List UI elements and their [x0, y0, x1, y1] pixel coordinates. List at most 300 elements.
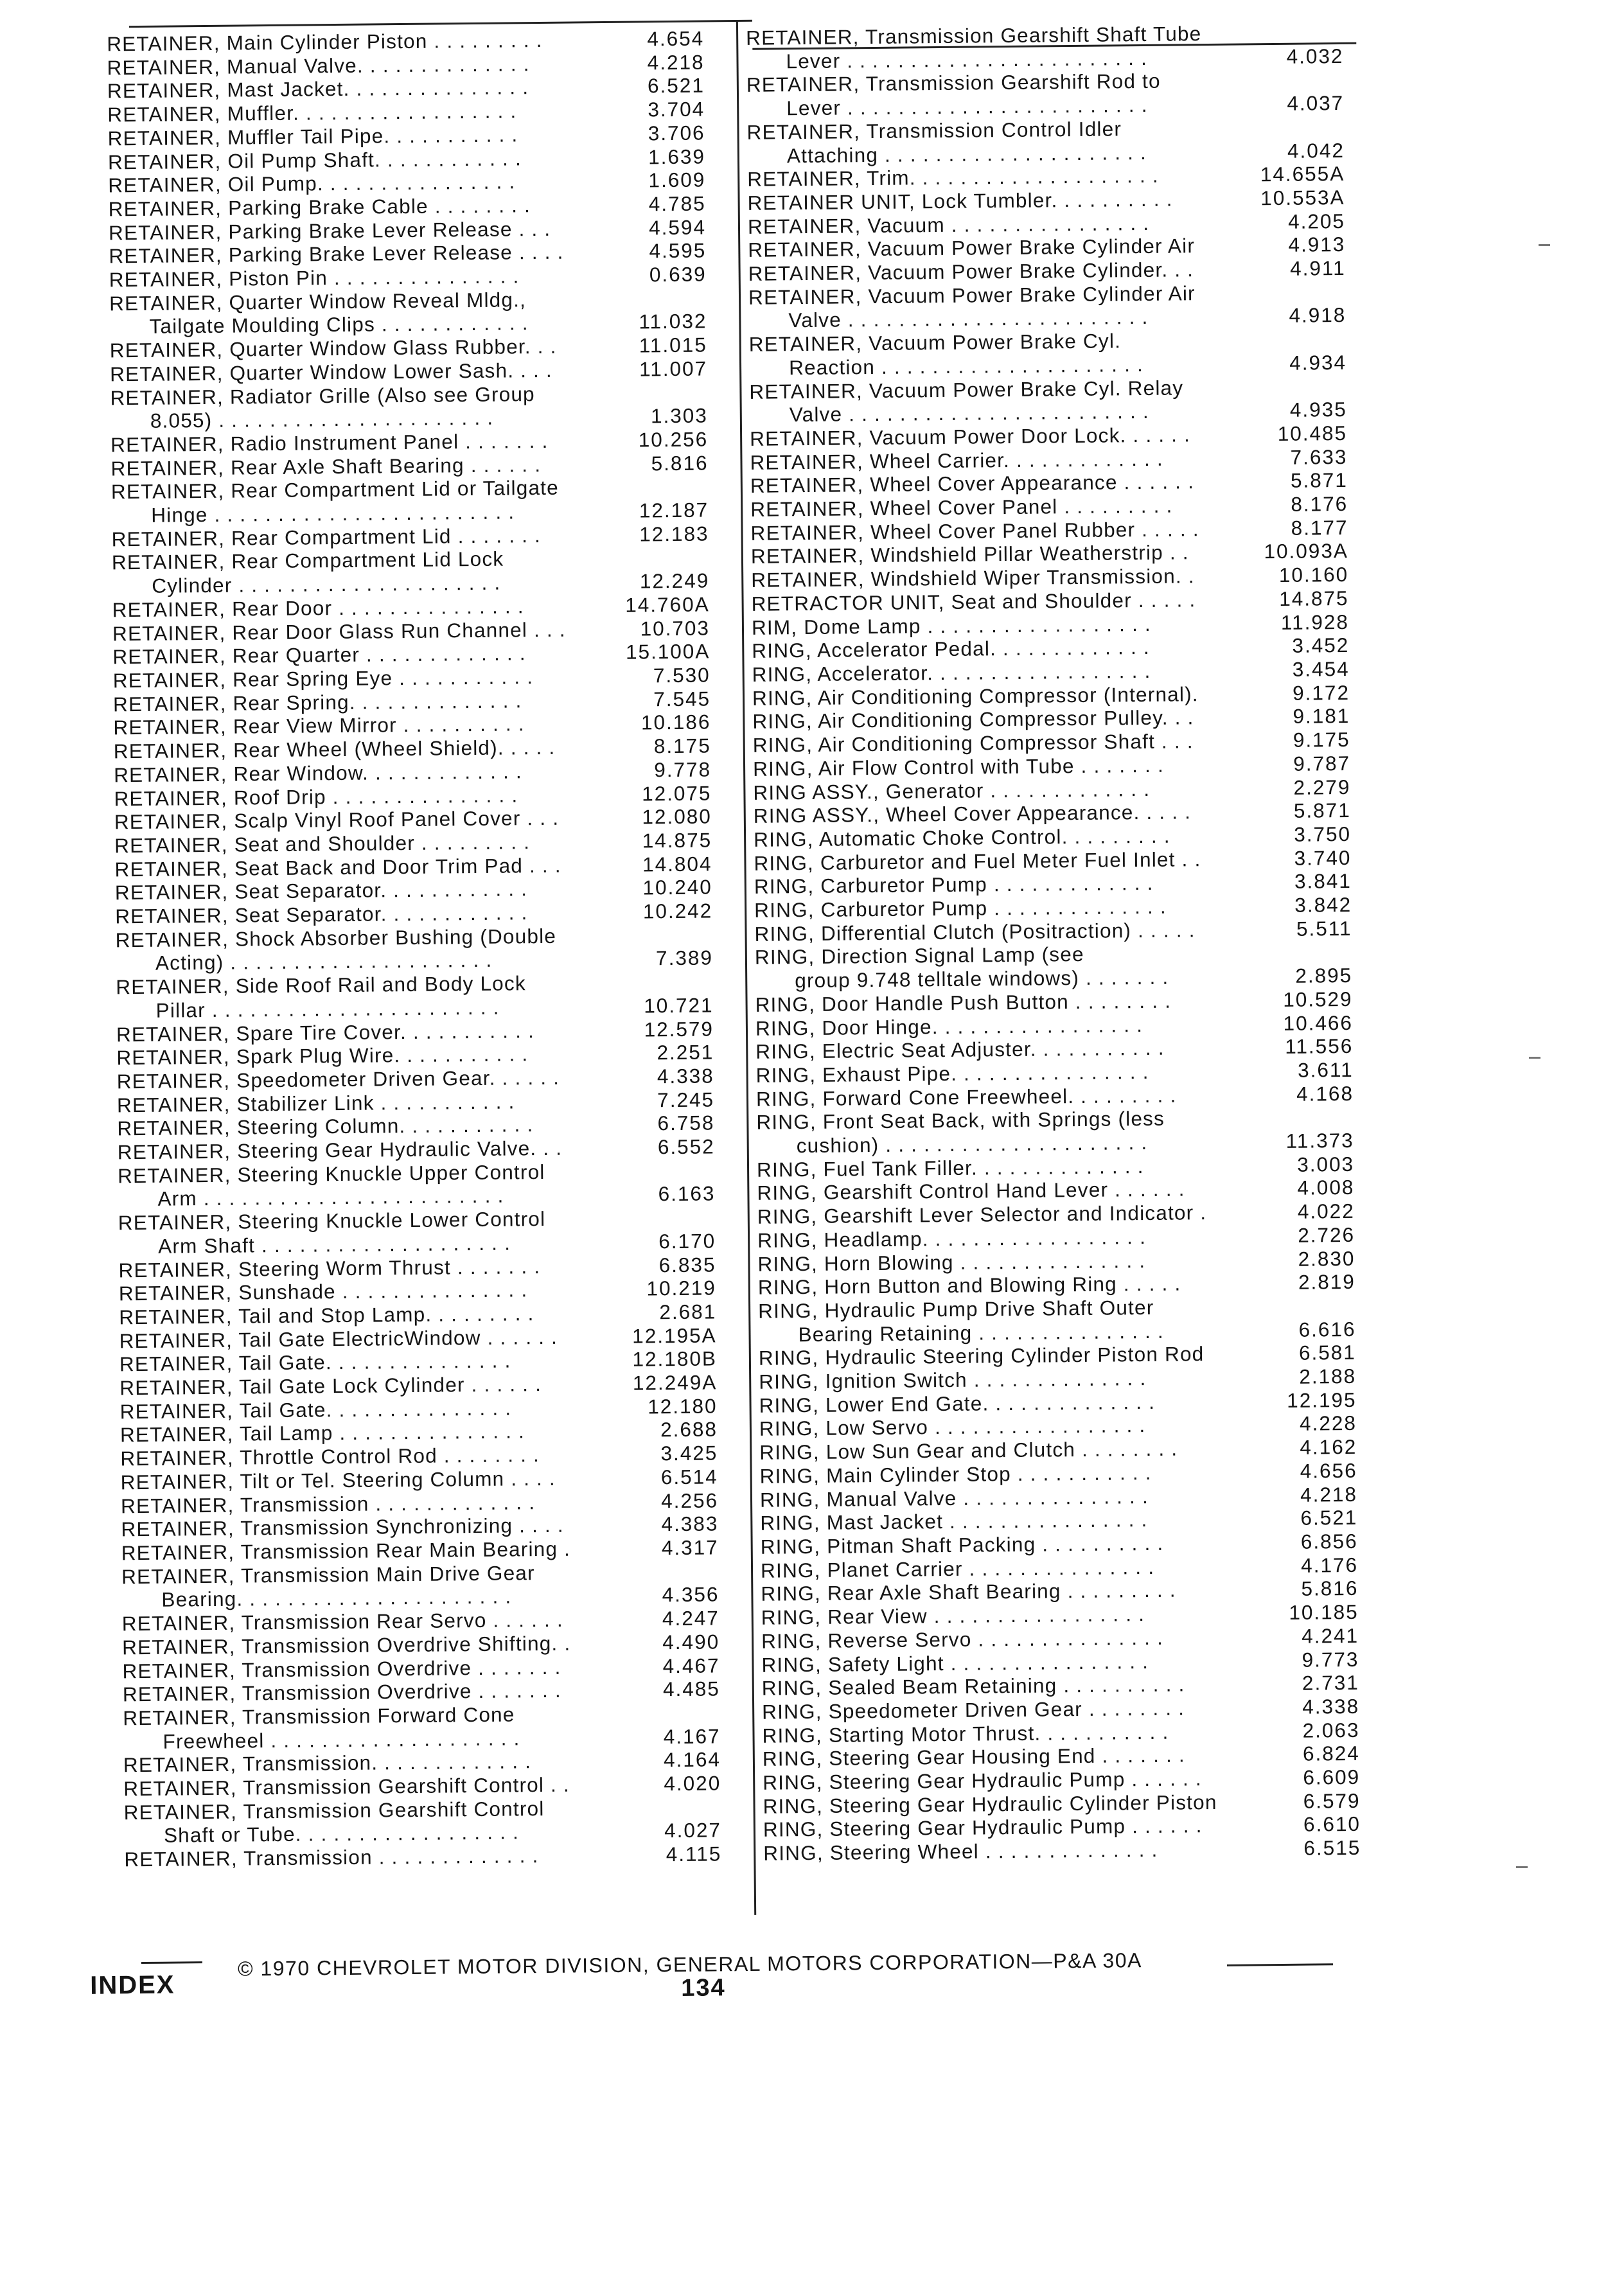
index-entry	[121, 1559, 719, 1612]
index-entry	[116, 970, 714, 1023]
entry-label: RING, Door Hinge. . . . . . . . . . . . . . . . .	[755, 1012, 1143, 1040]
entry-label-continuation: Bearing. . . . . . . . . . . . . . . . . . . . . .	[161, 1584, 512, 1612]
entry-label: RETAINER, Vacuum Power Brake Cylinder Air	[748, 234, 1196, 262]
entry-reference-number: 3.611	[1297, 1057, 1354, 1082]
entry-reference-number: 12.183	[639, 522, 709, 546]
footer-rule-right	[1227, 1963, 1333, 1966]
entry-label-continuation: Attaching . . . . . . . . . . . . . . . . . . . . .	[786, 140, 1147, 167]
entry-reference-number: 5.511	[1296, 916, 1352, 940]
entry-label: RETAINER, Side Roof Rail and Body Lock	[116, 971, 526, 999]
entry-reference-number: 11.928	[1280, 610, 1350, 634]
entry-label: RING, Main Cylinder Stop . . . . . . . . . . .	[759, 1460, 1152, 1488]
entry-reference-number: 2.681	[659, 1300, 717, 1324]
entry-reference-number: 12.249A	[632, 1370, 718, 1395]
entry-label: RETAINER, Rear Quarter . . . . . . . . . . . . .	[112, 641, 526, 669]
entry-label: RETAINER, Tail Gate. . . . . . . . . . . . . . .	[119, 1396, 512, 1424]
index-entry	[124, 1842, 721, 1872]
entry-reference-number: 8.177	[1291, 515, 1348, 540]
entry-label: RING ASSY., Generator . . . . . . . . . . . . .	[753, 777, 1151, 804]
entry-label: RETAINER, Transmission. . . . . . . . . . . . .	[123, 1749, 532, 1777]
footer-rule-left	[141, 1961, 202, 1964]
entry-label-continuation: cushion) . . . . . . . . . . . . . . . . . . . . .	[796, 1131, 1148, 1158]
entry-reference-number: 11.032	[639, 309, 707, 333]
entry-reference-number: 14.804	[642, 852, 712, 876]
entry-label: RING, Rear View . . . . . . . . . . . . . . . . .	[761, 1602, 1145, 1629]
entry-reference-number: 4.022	[1297, 1199, 1355, 1223]
entry-label: RING, Exhaust Pipe. . . . . . . . . . . . . . . .	[755, 1059, 1149, 1087]
entry-reference-number: 4.785	[648, 191, 706, 216]
entry-label: RING, Sealed Beam Retaining . . . . . . . . . .	[761, 1672, 1185, 1700]
entry-label: RETAINER, Vacuum Power Brake Cyl.	[748, 329, 1122, 357]
entry-reference-number: 1.639	[648, 145, 706, 168]
entry-label: RETAINER, Seat Separator. . . . . . . . . . . .	[114, 877, 528, 905]
left-index-column	[107, 27, 721, 1872]
entry-reference-number: 14.760A	[625, 592, 710, 617]
entry-reference-number: 6.835	[658, 1252, 716, 1276]
entry-label: RETAINER, Wheel Carrier. . . . . . . . . . . . .	[750, 446, 1164, 474]
entry-label: RETAINER, Tail and Stop Lamp. . . . . . . . .	[119, 1302, 534, 1329]
entry-reference-number: 6.579	[1303, 1788, 1361, 1813]
entry-reference-number: 6.163	[658, 1181, 716, 1206]
entry-label: RING, Rear Axle Shaft Bearing . . . . . . . . .	[761, 1578, 1176, 1606]
entry-label: RETAINER, Steering Gear Hydraulic Valve. . .	[117, 1136, 563, 1164]
index-entry	[109, 286, 707, 339]
entry-label: RETAINER, Quarter Window Reveal Mldg.,	[109, 287, 527, 315]
entry-label: RETAINER, Muffler. . . . . . . . . . . . . . . . . .	[107, 99, 517, 127]
entry-reference-number: 7.633	[1290, 445, 1348, 469]
margin-mark	[1529, 1057, 1540, 1059]
entry-reference-number: 10.219	[646, 1276, 717, 1300]
entry-reference-number: 4.168	[1296, 1081, 1354, 1106]
entry-reference-number: 12.195	[1287, 1388, 1357, 1412]
entry-label: RETAINER, Parking Brake Lever Release . . . .	[109, 240, 564, 268]
index-entry	[123, 1700, 721, 1753]
entry-label: RING, Air Conditioning Compressor Pulley. . .	[752, 705, 1194, 734]
entry-label: RING, Manual Valve . . . . . . . . . . . . . . .	[759, 1484, 1149, 1512]
entry-reference-number: 15.100A	[625, 639, 710, 664]
entry-reference-number: 7.545	[653, 687, 711, 711]
entry-reference-number: 4.115	[666, 1842, 722, 1866]
entry-reference-number: 3.003	[1297, 1152, 1355, 1176]
entry-label: RETAINER, Tilt or Tel. Steering Column . . . .	[120, 1466, 556, 1494]
entry-label: RING, Reverse Servo . . . . . . . . . . . . . . .	[761, 1625, 1164, 1653]
entry-reference-number: 4.176	[1301, 1553, 1359, 1577]
entry-label: RETAINER, Seat Back and Door Trim Pad . . .	[114, 853, 561, 881]
index-entry	[746, 67, 1345, 120]
entry-label: RING, Accelerator. . . . . . . . . . . . . . . . . .	[752, 658, 1151, 686]
entry-reference-number: 6.824	[1302, 1742, 1361, 1766]
index-entry	[110, 380, 708, 433]
entry-label: RETAINER, Sunshade . . . . . . . . . . . . . . .	[118, 1278, 528, 1305]
entry-reference-number: 2.188	[1299, 1364, 1357, 1388]
entry-reference-number: 10.240	[642, 875, 713, 899]
entry-reference-number: 6.521	[1300, 1506, 1358, 1530]
entry-label: RETAINER, Transmission Forward Cone	[123, 1702, 515, 1730]
entry-reference-number: 10.466	[1283, 1011, 1354, 1035]
entry-label: RETAINER, Radio Instrument Panel . . . . . . .	[110, 428, 549, 457]
entry-reference-number: 4.167	[663, 1724, 721, 1748]
index-entry	[112, 545, 710, 598]
entry-label: RETAINER, Roof Drip . . . . . . . . . . . . . . .	[114, 782, 518, 810]
entry-reference-number: 5.816	[651, 451, 709, 475]
entry-label: RETAINER, Rear Compartment Lid . . . . . . .	[111, 523, 542, 551]
entry-reference-number: 3.842	[1294, 892, 1352, 917]
entry-reference-number: 5.871	[1290, 468, 1348, 493]
entry-reference-number: 12.075	[641, 781, 712, 805]
entry-label: RING, Gearshift Lever Selector and Indicator .	[757, 1201, 1207, 1228]
entry-reference-number: 12.187	[639, 498, 709, 522]
entry-label: RING, Carburetor and Fuel Meter Fuel Inlet . .	[754, 847, 1201, 875]
index-entry	[748, 280, 1346, 333]
entry-label: RETAINER, Spark Plug Wire. . . . . . . . . . .	[116, 1042, 529, 1070]
entry-label: RETAINER, Wheel Cover Appearance . . . . . .	[750, 470, 1195, 498]
entry-label-continuation: Arm Shaft . . . . . . . . . . . . . . . . . . . .	[158, 1231, 511, 1258]
entry-label: RING, Accelerator Pedal. . . . . . . . . . . . .	[752, 635, 1151, 663]
entry-label: RING, Door Handle Push Button . . . . . . . .	[755, 989, 1172, 1016]
entry-label: RING, Electric Seat Adjuster. . . . . . . . . . .	[755, 1036, 1165, 1064]
entry-reference-number: 8.175	[653, 734, 711, 758]
entry-label: RETAINER, Tail Lamp . . . . . . . . . . . . . . .	[119, 1419, 525, 1447]
entry-reference-number: 4.037	[1287, 91, 1345, 115]
entry-reference-number: 0.639	[649, 262, 707, 287]
entry-label: RETAINER, Transmission Control Idler	[746, 117, 1122, 144]
entry-label: RING, Air Conditioning Compressor Shaft . . .	[752, 729, 1194, 757]
entry-reference-number: 2.895	[1295, 964, 1353, 987]
entry-reference-number: 9.778	[654, 757, 712, 782]
index-entry	[755, 940, 1353, 993]
entry-reference-number: 12.195A	[632, 1323, 717, 1348]
entry-reference-number: 6.170	[658, 1229, 716, 1253]
entry-reference-number: 4.218	[1300, 1482, 1358, 1506]
entry-label: RETAINER, Transmission . . . . . . . . . . . . .	[120, 1490, 536, 1517]
entry-reference-number: 10.256	[638, 427, 709, 452]
entry-reference-number: 10.093A	[1264, 539, 1349, 563]
index-entry	[749, 327, 1347, 380]
entry-label: RING, Horn Button and Blowing Ring . . . . .	[757, 1271, 1181, 1300]
entry-reference-number: 4.594	[648, 215, 707, 239]
entry-label: RING, Carburetor Pump . . . . . . . . . . . . . .	[754, 894, 1167, 922]
entry-reference-number: 4.485	[662, 1677, 720, 1701]
page-number: 134	[681, 1974, 726, 2002]
entry-reference-number: 3.740	[1294, 845, 1352, 870]
entry-label: RETAINER, Rear Window. . . . . . . . . . . . .	[113, 759, 523, 787]
entry-reference-number: 8.176	[1291, 491, 1348, 516]
entry-reference-number: 2.830	[1298, 1246, 1355, 1271]
entry-reference-number: 4.595	[649, 238, 707, 263]
entry-label-continuation: Reaction . . . . . . . . . . . . . . . . . . . . .	[788, 352, 1144, 380]
entry-label: RING, Low Sun Gear and Clutch . . . . . . . .	[759, 1436, 1178, 1464]
entry-label: RING, Ignition Switch . . . . . . . . . . . . . .	[759, 1366, 1147, 1393]
index-entry	[749, 374, 1347, 427]
entry-reference-number: 9.773	[1302, 1647, 1359, 1672]
entry-reference-number: 14.875	[1279, 586, 1349, 610]
entry-reference-number: 10.703	[640, 616, 710, 640]
entry-label-continuation: Cylinder . . . . . . . . . . . . . . . . . . . . .	[152, 570, 501, 597]
entry-label: RIM, Dome Lamp . . . . . . . . . . . . . . . . . .	[751, 612, 1152, 639]
entry-reference-number: 6.610	[1303, 1812, 1361, 1837]
entry-reference-number: 6.581	[1298, 1341, 1357, 1365]
entry-label: RETAINER, Rear Compartment Lid or Tailgate	[110, 476, 560, 504]
entry-reference-number: 10.242	[642, 899, 713, 923]
entry-reference-number: 4.020	[664, 1771, 721, 1796]
entry-label: RETAINER, Transmission Rear Main Bearing .	[121, 1537, 571, 1565]
entry-reference-number: 2.063	[1302, 1718, 1360, 1742]
margin-mark	[1516, 1866, 1528, 1868]
entry-label: RETAINER, Rear Axle Shaft Bearing . . . . . .	[110, 452, 542, 481]
entry-reference-number: 2.726	[1298, 1223, 1355, 1247]
entry-label: RING, Direction Signal Lamp (see	[754, 942, 1084, 969]
entry-label: RETAINER, Rear Wheel (Wheel Shield). . . . .	[113, 735, 556, 763]
entry-reference-number: 6.515	[1303, 1835, 1361, 1860]
entry-reference-number: 4.935	[1289, 398, 1347, 422]
entry-label: RETAINER, Quarter Window Lower Sash. . . .	[109, 358, 553, 386]
entry-reference-number: 3.704	[648, 97, 705, 121]
entry-label: RING, Horn Blowing . . . . . . . . . . . . . . .	[757, 1248, 1146, 1276]
entry-label: RING, Differential Clutch (Positraction) . . . . .	[754, 917, 1196, 946]
entry-reference-number: 1.303	[650, 403, 708, 428]
index-entry	[123, 1795, 721, 1848]
entry-reference-number: 4.164	[663, 1747, 721, 1772]
entry-label: RING, Front Seat Back, with Springs (less	[756, 1107, 1165, 1134]
entry-reference-number: 4.654	[647, 26, 705, 51]
entry-reference-number: 10.553A	[1260, 185, 1345, 210]
entry-label: RETAINER, Piston Pin . . . . . . . . . . . . . . .	[109, 264, 520, 292]
entry-label: RETAINER, Parking Brake Cable . . . . . . . .	[108, 193, 531, 221]
entry-reference-number: 6.758	[657, 1111, 715, 1135]
index-entry	[763, 1836, 1361, 1866]
entry-reference-number: 1.609	[648, 168, 706, 192]
entry-label: RETAINER, Transmission Gearshift Control . .	[123, 1772, 570, 1801]
entry-label: RETAINER, Seat Separator. . . . . . . . . . . .	[115, 901, 528, 928]
entry-label: RING, Steering Gear Hydraulic Pump . . . . . .	[763, 1814, 1203, 1842]
entry-reference-number: 4.338	[1302, 1694, 1360, 1718]
entry-reference-number: 4.247	[662, 1606, 719, 1630]
entry-label: RETAINER UNIT, Lock Tumbler. . . . . . . . . .	[747, 187, 1173, 215]
entry-reference-number: 6.856	[1300, 1529, 1358, 1553]
entry-label: RETAINER, Trim. . . . . . . . . . . . . . . . . . . .	[747, 163, 1160, 191]
entry-label: RETAINER, Windshield Pillar Weatherstrip . .	[750, 540, 1189, 569]
entry-label: RETAINER, Oil Pump. . . . . . . . . . . . . . . .	[108, 170, 516, 197]
entry-label-continuation: Pillar . . . . . . . . . . . . . . . . . . . . . . .	[155, 995, 500, 1022]
entry-reference-number: 2.251	[657, 1040, 714, 1064]
entry-label: RETAINER, Windshield Wiper Transmission. .	[751, 564, 1195, 592]
entry-reference-number: 12.080	[642, 804, 712, 829]
entry-label: RETAINER, Steering Knuckle Lower Control	[118, 1207, 546, 1235]
entry-label: RING, Steering Wheel . . . . . . . . . . . . . .	[763, 1837, 1158, 1865]
entry-label: RETAINER, Vacuum Power Brake Cylinder. . .	[748, 258, 1194, 285]
entry-reference-number: 4.162	[1300, 1435, 1357, 1459]
entry-label: RING, Fuel Tank Filler. . . . . . . . . . . . . .	[756, 1154, 1144, 1181]
entry-reference-number: 3.706	[648, 121, 705, 145]
entry-reference-number: 7.389	[655, 946, 714, 970]
entry-label: RETAINER, Rear View Mirror . . . . . . . . . .	[113, 712, 525, 739]
entry-reference-number: 3.841	[1294, 869, 1352, 894]
entry-label: RETAINER, Shock Absorber Bushing (Double	[115, 924, 557, 952]
entry-reference-number: 4.228	[1299, 1411, 1357, 1436]
entry-reference-number: 9.181	[1293, 704, 1350, 728]
entry-label-continuation: Tailgate Moulding Clips . . . . . . . . . . . .	[149, 311, 529, 339]
entry-reference-number: 3.750	[1294, 822, 1352, 846]
entry-label: RETAINER, Parking Brake Lever Release . . .	[108, 216, 551, 245]
entry-reference-number: 6.616	[1298, 1317, 1356, 1341]
entry-label-continuation: Arm . . . . . . . . . . . . . . . . . . . . . . . .	[157, 1184, 504, 1211]
entry-label: RING, Headlamp. . . . . . . . . . . . . . . . . .	[757, 1224, 1147, 1252]
entry-label: RING, Hydraulic Pump Drive Shaft Outer	[758, 1295, 1154, 1323]
entry-reference-number: 9.172	[1292, 680, 1350, 705]
entry-reference-number: 4.467	[662, 1653, 720, 1677]
entry-label: RING, Air Flow Control with Tube . . . . . . .	[752, 753, 1165, 781]
entry-label: RETAINER, Tail Gate. . . . . . . . . . . . . . .	[119, 1348, 511, 1376]
entry-reference-number: 2.819	[1298, 1270, 1355, 1294]
entry-reference-number: 6.514	[660, 1465, 718, 1489]
entry-label: RETAINER, Oil Pump Shaft. . . . . . . . . . . .	[107, 146, 522, 173]
entry-reference-number: 10.160	[1278, 563, 1349, 587]
entry-label-continuation: Hinge . . . . . . . . . . . . . . . . . . . . . . . .	[151, 500, 515, 527]
entry-reference-number: 6.609	[1303, 1765, 1361, 1789]
entry-label: RETAINER, Steering Knuckle Upper Control	[117, 1160, 545, 1188]
entry-reference-number: 11.015	[639, 333, 707, 357]
entry-reference-number: 3.454	[1292, 657, 1350, 681]
entry-reference-number: 4.338	[657, 1064, 714, 1088]
entry-label-continuation: Lever . . . . . . . . . . . . . . . . . . . . . . . .	[786, 46, 1148, 73]
entry-label: RETAINER, Vacuum . . . . . . . . . . . . . . . .	[747, 211, 1150, 238]
index-entry	[118, 1158, 716, 1211]
entry-reference-number: 12.180B	[632, 1346, 718, 1372]
entry-label: RETAINER, Rear Door Glass Run Channel . . .	[112, 617, 566, 645]
entry-label: RETAINER, Main Cylinder Piston . . . . . . . . .	[107, 28, 543, 56]
entry-label: RETAINER, Transmission Main Drive Gear	[121, 1560, 535, 1589]
entry-label: RING, Automatic Choke Control. . . . . . . . .	[753, 824, 1170, 851]
entry-reference-number: 12.579	[644, 1016, 714, 1041]
entry-label: RETAINER, Transmission Overdrive . . . . . . .	[122, 1655, 561, 1682]
entry-label: RING, Gearshift Control Hand Lever . . . . . .	[757, 1177, 1185, 1205]
index-entry	[758, 1294, 1356, 1346]
entry-label: RETAINER, Quarter Window Glass Rubber. . .	[109, 334, 557, 362]
entry-label: RETAINER, Radiator Grille (Also see Group	[110, 382, 535, 409]
entry-label: RETAINER, Transmission Gearshift Control	[123, 1796, 545, 1824]
entry-reference-number: 10.185	[1289, 1600, 1359, 1624]
entry-label: RING, Speedometer Driven Gear . . . . . . . .	[762, 1696, 1185, 1724]
index-entry	[118, 1206, 716, 1258]
entry-label: RETAINER, Transmission Overdrive Shifting. .	[121, 1631, 571, 1659]
entry-label: RETAINER, Rear Door . . . . . . . . . . . . . . .	[112, 594, 524, 622]
entry-label: RETAINER, Transmission Gearshift Shaft Tube	[745, 22, 1202, 49]
entry-reference-number: 9.175	[1293, 727, 1350, 752]
entry-reference-number: 4.218	[647, 50, 705, 75]
entry-label: RING, Mast Jacket . . . . . . . . . . . . . . . .	[760, 1508, 1148, 1535]
entry-reference-number: 3.452	[1292, 633, 1350, 658]
entry-label-continuation: Valve . . . . . . . . . . . . . . . . . . . . . . . .	[788, 305, 1149, 332]
entry-label: RETAINER, Manual Valve. . . . . . . . . . . . . .	[107, 51, 530, 80]
entry-label: RETAINER, Wheel Cover Panel Rubber . . . . .	[750, 516, 1199, 545]
footer-copyright: © 1970 CHEVROLET MOTOR DIVISION, GENERAL MOTORS CORPORATION—P&A 30A	[237, 1948, 1143, 1981]
entry-label: RETAINER, Transmission Synchronizing . . . .	[121, 1514, 564, 1541]
entry-reference-number: 4.918	[1289, 303, 1346, 328]
index-entry	[115, 923, 713, 975]
entry-label: RING, Steering Gear Hydraulic Pump . . . . . .	[763, 1767, 1203, 1794]
entry-label: RETAINER, Rear Compartment Lid Lock	[111, 547, 504, 574]
entry-reference-number: 4.008	[1297, 1176, 1355, 1200]
entry-reference-number: 4.205	[1287, 209, 1346, 233]
entry-label-continuation: Bearing Retaining . . . . . . . . . . . . . . .	[798, 1319, 1165, 1346]
entry-reference-number: 2.731	[1302, 1671, 1359, 1695]
entry-label-continuation: Lever . . . . . . . . . . . . . . . . . . . . . . . .	[786, 93, 1148, 120]
entry-label: RETAINER, Tail Gate Lock Cylinder . . . . . .	[119, 1372, 542, 1400]
entry-label: RETAINER, Rear Spring Eye . . . . . . . . . . .	[112, 665, 534, 693]
entry-label-continuation: group 9.748 telltale windows) . . . . . . .	[795, 965, 1169, 993]
entry-label-continuation: Shaft or Tube. . . . . . . . . . . . . . . . . .	[163, 1820, 520, 1848]
entry-label: RETAINER, Steering Column. . . . . . . . . . .	[117, 1113, 534, 1140]
entry-label: RETAINER, Rear Spring. . . . . . . . . . . . . .	[112, 688, 522, 716]
entry-reference-number: 6.521	[647, 73, 705, 98]
entry-label: RETAINER, Transmission Gearshift Rod to	[746, 69, 1161, 97]
entry-label: RETAINER, Wheel Cover Panel . . . . . . . . .	[750, 493, 1173, 521]
entry-reference-number: 7.245	[657, 1088, 715, 1111]
entry-label: RING ASSY., Wheel Cover Appearance. . . . .	[753, 800, 1192, 828]
entry-label: RING, Air Conditioning Compressor (Internal).	[752, 682, 1199, 710]
entry-reference-number: 4.913	[1288, 233, 1346, 257]
entry-label: RETAINER, Vacuum Power Brake Cylinder Air	[748, 281, 1196, 309]
entry-reference-number: 4.042	[1287, 138, 1345, 163]
entry-reference-number: 10.529	[1283, 987, 1353, 1011]
entry-label: RETAINER, Speedometer Driven Gear. . . . . .	[116, 1065, 560, 1093]
entry-label: RING, Carburetor Pump . . . . . . . . . . . . .	[754, 871, 1154, 899]
entry-label: RETAINER, Transmission . . . . . . . . . . . . .	[124, 1844, 539, 1871]
entry-reference-number: 10.186	[640, 710, 711, 734]
entry-label: RETAINER, Steering Worm Thrust . . . . . . .	[118, 1254, 541, 1282]
entry-label: RING, Pitman Shaft Packing . . . . . . . . . .	[760, 1531, 1164, 1558]
index-entry	[756, 1105, 1354, 1158]
entry-reference-number: 10.485	[1277, 421, 1348, 445]
entry-label: RETAINER, Muffler Tail Pipe. . . . . . . . . . .	[107, 123, 518, 150]
entry-reference-number: 4.356	[662, 1582, 719, 1607]
index-entry	[746, 21, 1344, 73]
entry-reference-number: 11.556	[1285, 1034, 1354, 1059]
entry-reference-number: 12.180	[648, 1394, 718, 1418]
entry-label: RETAINER, Transmission Overdrive . . . . . . .	[122, 1678, 562, 1706]
entry-label: RING, Lower End Gate. . . . . . . . . . . . . .	[759, 1390, 1156, 1417]
entry-reference-number: 2.688	[660, 1417, 718, 1442]
entry-label-continuation: 8.055) . . . . . . . . . . . . . . . . . . . . . .	[150, 405, 494, 433]
entry-reference-number: 3.425	[660, 1441, 718, 1465]
entry-reference-number: 4.317	[661, 1535, 719, 1560]
entry-label: RING, Forward Cone Freewheel. . . . . . . . .	[755, 1083, 1177, 1111]
right-index-column	[746, 21, 1361, 1866]
entry-reference-number: 4.241	[1302, 1623, 1359, 1648]
footer-index-label: INDEX	[90, 1970, 175, 2000]
entry-label: RETAINER, Vacuum Power Door Lock. . . . . .	[749, 423, 1191, 450]
entry-reference-number: 4.911	[1289, 256, 1346, 280]
entry-reference-number: 4.490	[662, 1630, 720, 1654]
entry-label: RETAINER, Throttle Control Rod . . . . . . . .	[120, 1443, 540, 1470]
entry-reference-number: 4.656	[1300, 1458, 1357, 1483]
margin-mark	[1539, 244, 1550, 246]
entry-label: RETRACTOR UNIT, Seat and Shoulder . . . . .	[751, 588, 1196, 615]
entry-label: RETAINER, Seat and Shoulder . . . . . . . . .	[114, 830, 531, 858]
entry-reference-number: 4.383	[661, 1512, 719, 1536]
entry-label: RING, Planet Carrier . . . . . . . . . . . . . . .	[760, 1555, 1155, 1582]
entry-reference-number: 2.279	[1293, 775, 1351, 799]
entry-reference-number: 5.871	[1293, 799, 1351, 822]
entry-label: RING, Steering Gear Hydraulic Cylinder Piston	[763, 1790, 1217, 1818]
entry-label: RING, Starting Motor Thrust. . . . . . . . . . .	[762, 1720, 1169, 1747]
entry-reference-number: 14.875	[642, 828, 712, 852]
entry-reference-number: 7.530	[653, 663, 710, 687]
entry-label: RING, Low Servo . . . . . . . . . . . . . . . . .	[759, 1413, 1146, 1441]
entry-reference-number: 4.027	[664, 1818, 722, 1842]
entry-reference-number: 4.934	[1289, 350, 1347, 375]
entry-reference-number: 6.552	[657, 1134, 715, 1159]
